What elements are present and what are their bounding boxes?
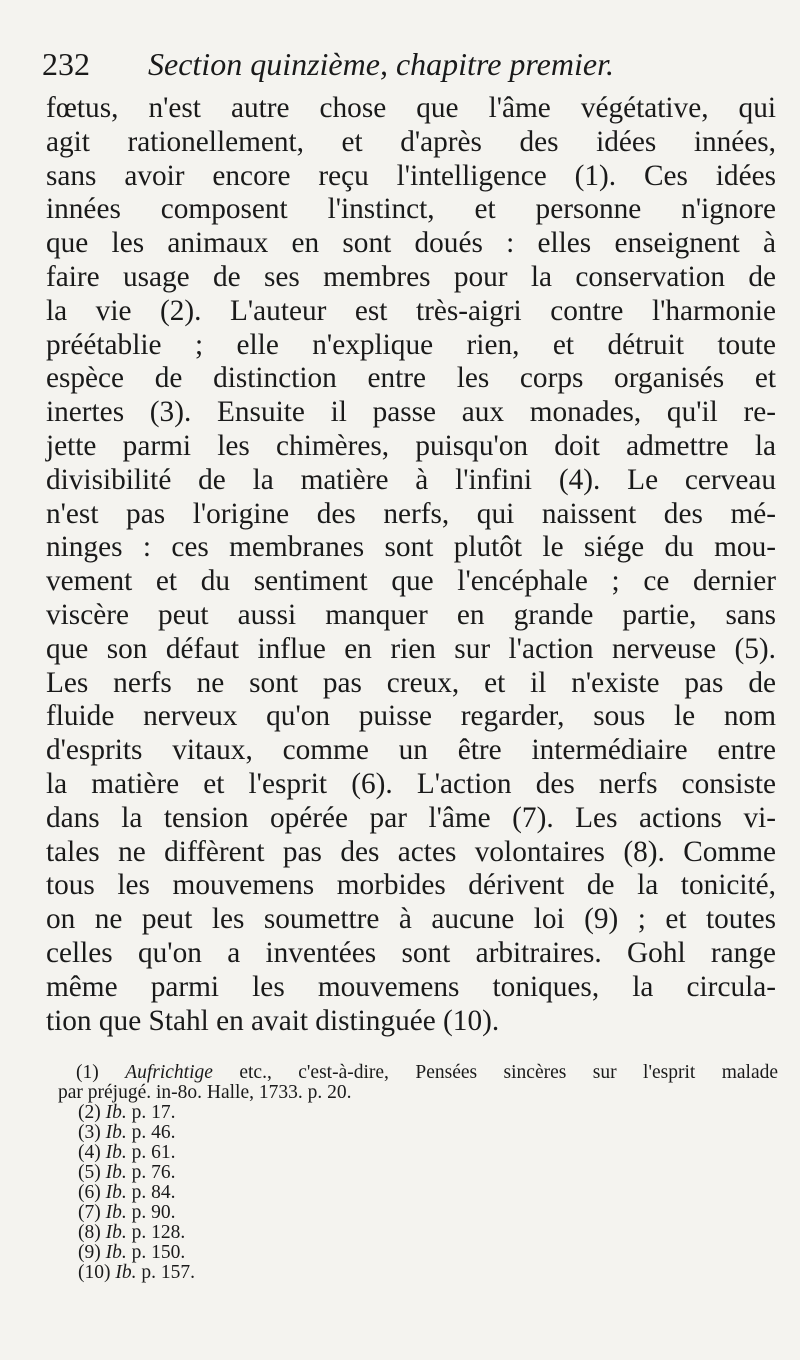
footnote-page: p. 157. xyxy=(141,1262,195,1283)
text-line: divisibilité de la matière à l'infini (4). Le cerveau xyxy=(46,463,776,496)
footnote-page: p. 128. xyxy=(131,1222,186,1243)
text-line: vement et du sentiment que l'encéphale ; ce dernier xyxy=(46,565,776,598)
text-line: n'est pas l'origine des nerfs, qui naissent des mé- xyxy=(46,497,776,530)
text-line: agit rationellement, et d'après des idées innées, xyxy=(46,125,776,158)
footnote-page: p. 76. xyxy=(131,1162,176,1183)
text-line: innées composent l'instinct, et personne n'ignore xyxy=(46,193,776,226)
footnote-abbr: Ib. xyxy=(105,1122,127,1143)
footnote-marker: (9) xyxy=(78,1242,101,1263)
page-number: 232 xyxy=(42,46,90,82)
footnote-marker: (1) xyxy=(76,1062,99,1083)
footnote-abbr: Ib. xyxy=(105,1222,127,1243)
text-line: celles qu'on a inventées sont arbitraires. Gohl range xyxy=(46,936,776,969)
footnote-page: p. 90. xyxy=(131,1202,176,1223)
footnote-4 xyxy=(78,1143,776,1163)
footnote-title: Aufrichtige xyxy=(125,1062,213,1083)
running-title: Section quinzième, chapitre premier. xyxy=(148,46,614,82)
text-line: Les nerfs ne sont pas creux, et il n'existe pas de xyxy=(46,666,776,699)
text-line: fœtus, n'est autre chose que l'âme végétative, qui xyxy=(46,92,776,124)
footnote-abbr: Ib. xyxy=(105,1162,127,1183)
footnote-abbr: Ib. xyxy=(105,1142,127,1163)
text-line: jette parmi les chimères, puisqu'on doit admettre la xyxy=(46,429,776,462)
footnote-3 xyxy=(78,1123,776,1143)
text-line: inertes (3). Ensuite il passe aux monades, qu'il re- xyxy=(46,396,776,429)
text-line: espèce de distinction entre les corps organisés et xyxy=(46,362,776,395)
text-line: fluide nerveux qu'on puisse regarder, sous le nom xyxy=(46,700,776,733)
text-line: d'esprits vitaux, comme un être intermédiaire entre xyxy=(46,734,776,767)
footnote-marker: (8) xyxy=(78,1222,101,1243)
footnote-marker: (5) xyxy=(78,1162,101,1183)
footnote-6 xyxy=(78,1183,776,1203)
text-line: même parmi les mouvemens toniques, la circula- xyxy=(46,970,776,1003)
footnote-2 xyxy=(78,1103,776,1123)
text-line: sans avoir encore reçu l'intelligence (1). Ces idées xyxy=(46,159,776,192)
body-text xyxy=(46,92,776,1038)
footnote-5 xyxy=(78,1163,776,1183)
footnote-1-continuation: par préjugé. in-8o. Halle, 1733. p. 20. xyxy=(58,1082,352,1103)
footnote-page: p. 150. xyxy=(131,1242,186,1263)
footnote-abbr: Ib. xyxy=(105,1182,127,1203)
text-line: que son défaut influe en rien sur l'action nerveuse (5). xyxy=(46,632,776,665)
footnote-abbr: Ib. xyxy=(105,1102,127,1123)
footnote-marker: (7) xyxy=(78,1202,101,1223)
text-line: viscère peut aussi manquer en grande partie, sans xyxy=(46,598,776,631)
footnote-abbr: Ib. xyxy=(105,1242,127,1263)
text-line: préétablie ; elle n'explique rien, et détruit toute xyxy=(46,328,776,361)
footnotes xyxy=(58,1062,779,1283)
footnote-text: etc., c'est-à-dire, Pensées sincères sur l'esprit malade xyxy=(239,1062,779,1083)
page-header xyxy=(42,46,742,86)
footnote-7 xyxy=(78,1203,776,1223)
footnote-page: p. 46. xyxy=(131,1122,176,1143)
footnote-1 xyxy=(76,1063,778,1083)
text-line: tion que Stahl en avait distinguée (10). xyxy=(46,1004,500,1037)
footnote-abbr: Ib. xyxy=(115,1262,137,1283)
footnote-10 xyxy=(78,1263,776,1283)
footnote-page: p. 84. xyxy=(131,1182,176,1203)
footnote-marker: (6) xyxy=(78,1182,101,1203)
text-line: dans la tension opérée par l'âme (7). Les actions vi- xyxy=(46,801,776,834)
footnote-marker: (2) xyxy=(78,1102,101,1123)
text-line: la vie (2). L'auteur est très-aigri contre l'harmonie xyxy=(46,294,776,327)
text-line: faire usage de ses membres pour la conservation de xyxy=(46,260,776,293)
text-line: tales ne diffèrent pas des actes volontaires (8). Comme xyxy=(46,835,776,868)
footnote-page: p. 61. xyxy=(131,1142,176,1163)
text-line: ninges : ces membranes sont plutôt le siége du mou- xyxy=(46,531,776,564)
footnote-8 xyxy=(78,1223,776,1243)
footnote-9 xyxy=(78,1243,776,1263)
text-line: la matière et l'esprit (6). L'action des nerfs consiste xyxy=(46,767,776,800)
footnote-abbr: Ib. xyxy=(105,1202,127,1223)
footnote-marker: (10) xyxy=(78,1262,111,1283)
footnote-marker: (3) xyxy=(78,1122,101,1143)
footnote-marker: (4) xyxy=(78,1142,101,1163)
text-line: on ne peut les soumettre à aucune loi (9) ; et toutes xyxy=(46,903,776,936)
text-line: tous les mouvemens morbides dérivent de la tonicité, xyxy=(46,869,776,902)
text-line: que les animaux en sont doués : elles enseignent à xyxy=(46,227,776,260)
footnote-page: p. 17. xyxy=(131,1102,176,1123)
